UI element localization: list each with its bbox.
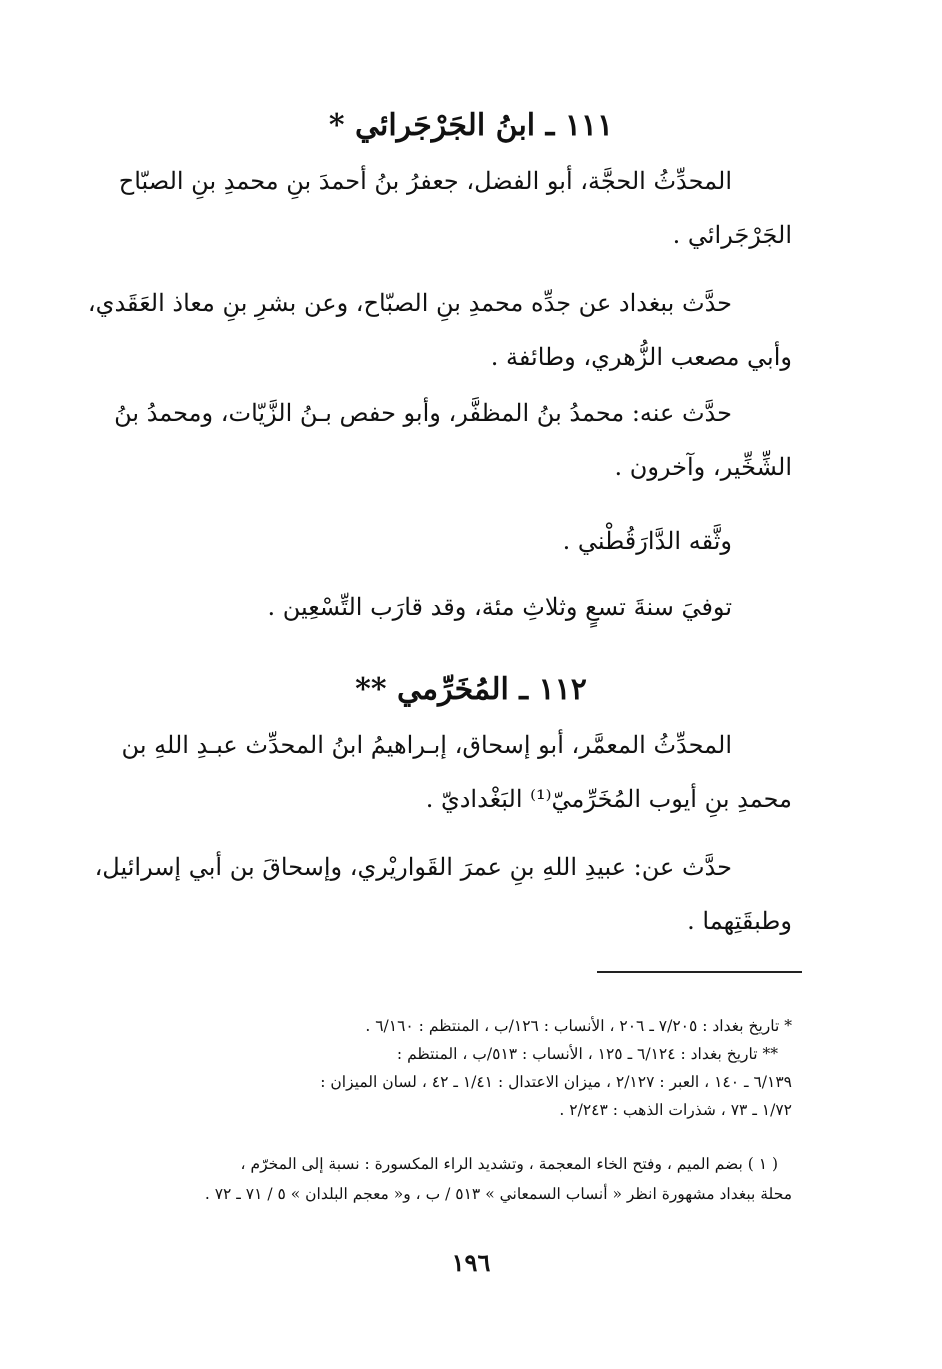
page-number: ١٩٦ — [451, 1248, 491, 1277]
entry-111-paragraph-4 — [132, 514, 792, 568]
footnote-2-cont: ٦/١٣٩ ـ ١٤٠ ، العبر : ٢/١٢٧ ، ميزان الاعتدال : ١/٤١ ـ ٤٢ ، لسان الميزان : — [320, 1073, 792, 1091]
text-line: وثَّقه الدَّارَقُطْني . — [562, 527, 732, 555]
entry-112-paragraph-1 — [121, 718, 792, 826]
text-line: محمدِ بنِ أيوب المُخَرِّميّ⁽¹⁾ البَغْداديّ . — [425, 785, 792, 813]
entry-111-paragraph-3 — [114, 386, 792, 494]
entry-111-paragraph-1 — [118, 154, 792, 262]
text-line: وطبقَتِهما . — [687, 907, 792, 935]
footnote-2: ** تاريخ بغداد : ٦/١٢٤ ـ ١٢٥ ، الأنساب : ٥١٣/ب ، المنتظم : — [396, 1045, 778, 1063]
entry-111-paragraph-5 — [132, 580, 792, 634]
text-line: توفيَ سنةَ تسعٍ وثلاثِ مئة، وقد قارَب التِّسْعِين . — [267, 593, 732, 621]
footnote-separator — [597, 971, 802, 973]
text-line: الشِّخِّير، وآخرون . — [614, 453, 792, 481]
footnote-2-cont: ١/٧٢ ـ ٧٣ ، شذرات الذهب : ٢/٢٤٣ . — [559, 1101, 792, 1119]
text-line: المحدِّثُ المعمَّر، أبو إسحاق، إبـراهيمُ ابنُ المحدِّث عبـدِ اللهِ بن — [121, 731, 732, 759]
entry-112-heading: ١١٢ ـ المُخَرِّمي ** — [355, 672, 587, 707]
text-line: الجَرْجَرائي . — [672, 221, 792, 249]
text-line: المحدِّثُ الحجَّة، أبو الفضل، جعفرُ بنُ أحمدَ بنِ محمدِ بنِ الصبّاح — [118, 167, 732, 195]
footnote-1: * تاريخ بغداد : ٧/٢٠٥ ـ ٢٠٦ ، الأنساب : ١٢٦/ب ، المنتظم : ٦/١٦٠ . — [365, 1017, 792, 1035]
footnote-3: ( ١ ) بضم الميم ، وفتح الخاء المعجمة ، وتشديد الراء المكسورة : نسبة إلى المخرّم ، — [240, 1155, 778, 1173]
text-line: حدَّث عن: عبيدِ اللهِ بنِ عمرَ القَواريْري، وإسحاقَ بن أبي إسرائيل، — [94, 853, 732, 881]
entry-111-heading: ١١١ ـ ابنُ الجَرْجَرائي * — [328, 108, 614, 143]
text-line: وأبي مصعب الزُّهري، وطائفة . — [490, 343, 792, 371]
text-line: حدَّث عنه: محمدُ بنُ المظفَّر، وأبو حفص بـنُ الزَّيّات، ومحمدُ بنُ — [114, 399, 732, 427]
entry-112-paragraph-2 — [94, 840, 792, 948]
text-line: حدَّث ببغداد عن جدِّه محمدِ بنِ الصبّاح، وعن بشرِ بنِ معاذ العَقَدي، — [87, 289, 732, 317]
footnote-3-cont: محلة ببغداد مشهورة انظر « أنساب السمعاني » ٥١٣ / ب ، و« معجم البلدان » ٥ / ٧١ ـ ٧٢ . — [204, 1185, 792, 1203]
entry-111-paragraph-2 — [87, 276, 792, 384]
